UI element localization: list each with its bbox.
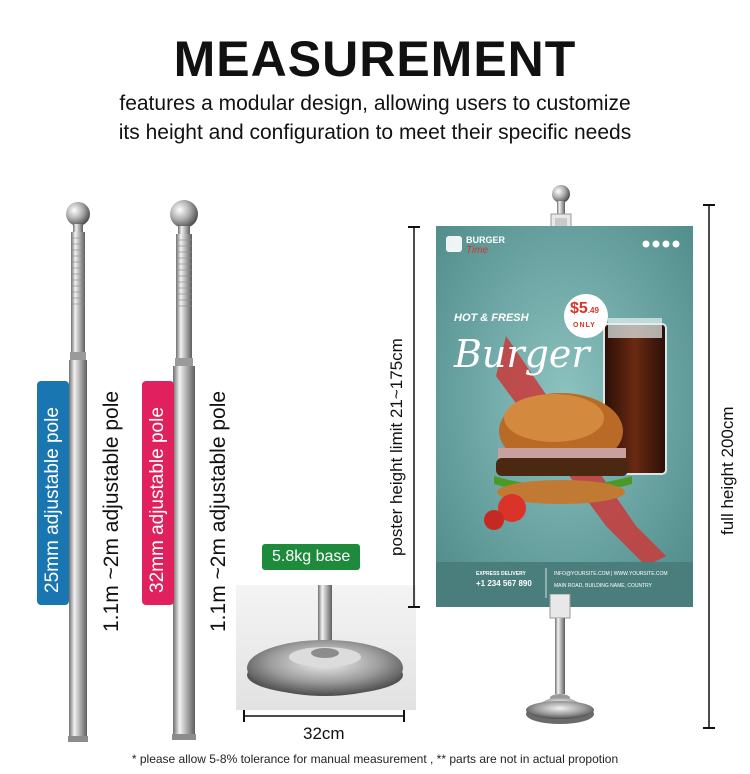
poster-height-label: poster height limit 21~175cm — [387, 338, 406, 556]
poster-height-dimension — [406, 226, 422, 608]
full-height-dimension — [701, 204, 717, 729]
pole-25mm-badge: 25mm adjustable pole — [37, 381, 69, 605]
full-height-label: full height 200cm — [718, 406, 737, 535]
poster-artwork — [436, 226, 693, 607]
subtitle-line-1: features a modular design, allowing users to customize — [119, 92, 631, 115]
poster-brand-line2: Time — [466, 245, 489, 256]
pole-32mm-badge: 32mm adjustable pole — [142, 381, 174, 605]
poster-web: INFO@YOURSITE.COM | WWW.YOURSITE.COM — [554, 571, 668, 577]
poster-address: MAIN ROAD, BUILDING NAME, COUNTRY — [554, 583, 652, 589]
poster-price — [570, 300, 599, 318]
base-diameter-dimension — [243, 708, 405, 724]
subtitle-line-2: its height and configuration to meet their specific needs — [118, 121, 632, 144]
poster-headline: Burger — [454, 332, 590, 376]
base-diameter-label: 32cm — [303, 724, 345, 743]
poster — [436, 226, 693, 607]
poster-price-cents: .49 — [587, 306, 599, 315]
footer-note: * please allow 5-8% tolerance for manual measurement , ** parts are not in actual propotion — [131, 752, 619, 766]
poster-delivery-label: EXPRESS DELIVERY — [476, 571, 526, 577]
base-illustration — [236, 585, 416, 710]
poster-brand-line1: BURGER — [466, 235, 506, 245]
poster-tagline: HOT & FRESH — [454, 312, 529, 324]
pole-25mm-range-label: 1.1m ~2m adjustable pole — [100, 390, 123, 632]
page-title: MEASUREMENT — [173, 31, 577, 87]
poster-phone: +1 234 567 890 — [476, 579, 532, 588]
poster-price-note: ONLY — [573, 322, 596, 329]
poster-price-main: $5 — [570, 300, 588, 317]
pole-32mm-range-label: 1.1m ~2m adjustable pole — [207, 390, 230, 632]
stand-bottom — [524, 594, 608, 734]
base-weight-badge: 5.8kg base — [262, 544, 360, 570]
